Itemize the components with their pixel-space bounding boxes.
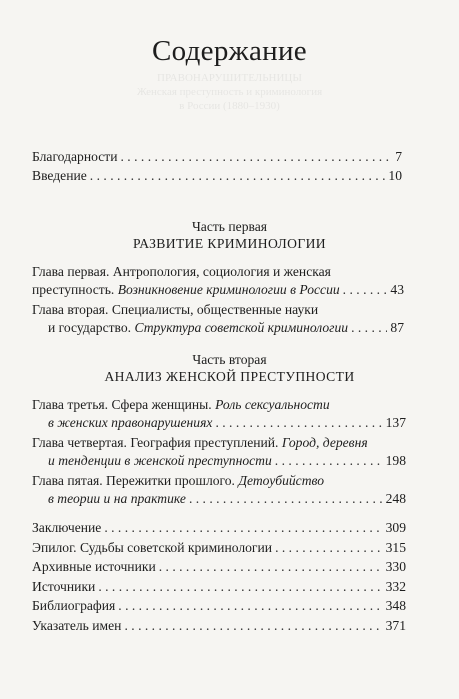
toc-entry-label: Введение bbox=[32, 168, 87, 183]
toc-entry-chapter-2[interactable] bbox=[32, 301, 404, 337]
chapter-title-text: и государство. bbox=[48, 320, 135, 335]
toc-entry-label: Библиография bbox=[32, 598, 116, 613]
chapter-title-text: преступность. bbox=[32, 282, 118, 297]
toc-page-number: 137 bbox=[385, 415, 406, 430]
chapter-subtitle: Детоубийство bbox=[238, 473, 325, 488]
toc-page-number: 43 bbox=[390, 282, 404, 297]
leader-dots bbox=[104, 519, 382, 537]
chapter-subtitle: Город, деревня bbox=[281, 435, 368, 450]
toc-entry-chapter-1[interactable] bbox=[32, 263, 404, 299]
toc-entry-label: Благодарности bbox=[32, 149, 118, 164]
leader-dots bbox=[351, 319, 387, 337]
chapter-title-text: Глава третья. Сфера женщины. bbox=[32, 397, 216, 412]
toc-entry-chapter-4[interactable] bbox=[32, 434, 406, 470]
part-heading: Часть первая bbox=[191, 219, 268, 234]
toc-page-number: 315 bbox=[385, 540, 406, 555]
toc-page-number: 332 bbox=[385, 579, 406, 594]
leader-dots bbox=[124, 617, 382, 635]
toc-entry-label: Заключение bbox=[32, 520, 102, 535]
chapter-title-text: Глава четвертая. География преступлений. bbox=[32, 435, 282, 450]
toc-page-number: 248 bbox=[385, 491, 406, 506]
part-heading: Часть вторая bbox=[192, 352, 267, 367]
leader-dots bbox=[121, 148, 390, 166]
leader-dots bbox=[275, 539, 383, 557]
toc-entry-name-index[interactable] bbox=[32, 617, 406, 635]
bleed-through-line: Женская преступность и криминология bbox=[136, 86, 323, 98]
bleed-through-line: в России (1880–1930) bbox=[179, 100, 280, 112]
chapter-subtitle: в теории и на практике bbox=[48, 491, 186, 506]
toc-page-number: 7 bbox=[395, 149, 402, 164]
toc-entry-bibliography[interactable] bbox=[32, 597, 406, 615]
toc-page-number: 309 bbox=[385, 520, 406, 535]
chapter-title-line bbox=[32, 472, 406, 490]
toc-page-number: 348 bbox=[385, 598, 406, 613]
chapter-subtitle: Возникновение криминологии в России bbox=[117, 282, 340, 297]
leader-dots bbox=[343, 281, 388, 299]
toc-entry-conclusion[interactable] bbox=[32, 519, 406, 537]
chapter-title-text: Глава пятая. Пережитки прошлого. bbox=[32, 473, 239, 488]
chapter-title-line bbox=[32, 281, 340, 299]
toc-page-number: 87 bbox=[390, 320, 404, 335]
toc-entry-chapter-5[interactable] bbox=[32, 472, 406, 508]
part-subtitle: РАЗВИТИЕ КРИМИНОЛОГИИ bbox=[132, 236, 327, 251]
chapter-subtitle: в женских правонарушениях bbox=[48, 415, 213, 430]
page-title: Содержание bbox=[152, 35, 307, 67]
toc-page-number: 330 bbox=[385, 559, 406, 574]
toc-page-number: 10 bbox=[388, 168, 402, 183]
toc-entry-label: Эпилог. Судьбы советской криминологии bbox=[32, 540, 273, 555]
toc-entry-epilogue[interactable] bbox=[32, 539, 406, 557]
leader-dots bbox=[98, 578, 382, 596]
chapter-subtitle: Структура советской криминологии bbox=[134, 320, 349, 335]
toc-entry-label: Источники bbox=[32, 579, 96, 594]
toc-page-number: 198 bbox=[385, 453, 406, 468]
leader-dots bbox=[275, 452, 383, 470]
chapter-subtitle: Роль сексуальности bbox=[215, 397, 330, 412]
toc-entry-introduction[interactable] bbox=[32, 167, 402, 185]
toc-entry-label: Указатель имен bbox=[32, 618, 122, 633]
toc-entry-sources[interactable] bbox=[32, 578, 406, 596]
chapter-title-line bbox=[32, 396, 406, 414]
toc-entry-label: Архивные источники bbox=[32, 559, 156, 574]
leader-dots bbox=[118, 597, 382, 615]
chapter-title-line bbox=[32, 434, 406, 452]
toc-entry-chapter-3[interactable] bbox=[32, 396, 406, 432]
chapter-subtitle: и тенденции в женской преступности bbox=[48, 453, 272, 468]
leader-dots bbox=[215, 414, 382, 432]
toc-page-number: 371 bbox=[385, 618, 406, 633]
leader-dots bbox=[90, 167, 386, 185]
bleed-through-line: ПРАВОНАРУШИТЕЛЬНИЦЫ bbox=[157, 72, 302, 84]
chapter-title-line bbox=[48, 319, 348, 337]
toc-entry-acknowledgements[interactable] bbox=[32, 148, 402, 166]
toc-entry-archival-sources[interactable] bbox=[32, 558, 406, 576]
chapter-title-line: Глава вторая. Специалисты, общественные науки bbox=[32, 302, 319, 317]
leader-dots bbox=[159, 558, 383, 576]
leader-dots bbox=[189, 490, 383, 508]
part-subtitle: АНАЛИЗ ЖЕНСКОЙ ПРЕСТУПНОСТИ bbox=[104, 369, 355, 384]
chapter-title-line: Глава первая. Антропология, социология и женская bbox=[32, 264, 331, 279]
